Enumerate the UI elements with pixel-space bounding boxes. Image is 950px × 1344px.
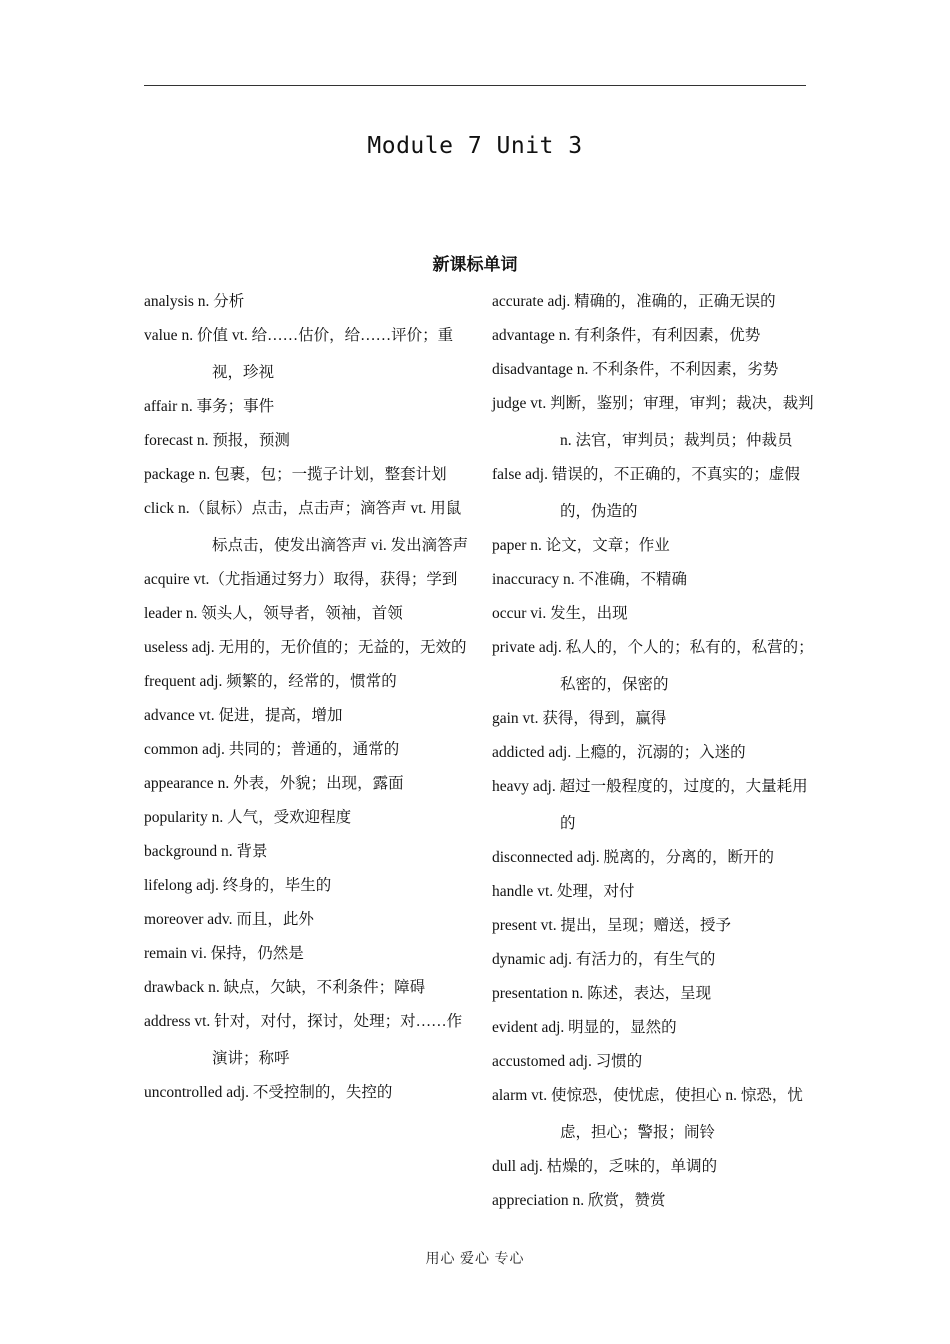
vocab-entry: disconnected adj. 脱离的，分离的，断开的 [492, 849, 774, 866]
vocab-entry: address vt. 针对，对付，探讨，处理；对……作演讲；称呼 [144, 1013, 463, 1067]
vocab-entry: useless adj. 无用的，无价值的；无益的，无效的 [144, 639, 467, 656]
vocab-entry: remain vi. 保持，仍然是 [144, 945, 304, 962]
vocab-entry: background n. 背景 [144, 843, 268, 860]
vocab-entry: advantage n. 有利条件，有利因素，优势 [492, 327, 761, 344]
vocab-entry: appreciation n. 欣赏，赞赏 [492, 1192, 666, 1209]
vocab-column-left [144, 283, 474, 1108]
vocab-list-right [492, 283, 814, 1219]
vocab-entry: dull adj. 枯燥的，乏味的，单调的 [492, 1158, 718, 1175]
vocab-entry: common adj. 共同的；普通的，通常的 [144, 741, 400, 758]
vocab-entry: present vt. 提出，呈现；赠送，授予 [492, 917, 731, 934]
vocab-entry: click n.（鼠标）点击，点击声；滴答声 vt. 用鼠标点击，使发出滴答声 vi. 发出滴答声 [144, 500, 469, 554]
vocab-entry: false adj. 错误的，不正确的，不真实的；虚假的，伪造的 [492, 466, 800, 520]
vocab-entry: addicted adj. 上瘾的，沉溺的；入迷的 [492, 744, 746, 761]
vocab-entry: accustomed adj. 习惯的 [492, 1053, 643, 1070]
vocab-entry: package n. 包裹，包；一揽子计划，整套计划 [144, 466, 447, 483]
vocab-entry: analysis n. 分析 [144, 293, 245, 310]
vocab-list-left [144, 283, 474, 1111]
vocab-entry: occur vi. 发生，出现 [492, 605, 628, 622]
vocab-entry: lifelong adj. 终身的，毕生的 [144, 877, 332, 894]
vocab-entry: alarm vt. 使惊恐，使忧虑，使担心 n. 惊恐，忧虑，担心；警报；闹铃 [492, 1087, 803, 1141]
vocab-entry: inaccuracy n. 不准确，不精确 [492, 571, 687, 588]
vocab-entry: disadvantage n. 不利条件，不利因素，劣势 [492, 361, 779, 378]
page-title: Module 7 Unit 3 [367, 133, 583, 159]
vocab-entry: evident adj. 明显的，显然的 [492, 1019, 677, 1036]
header-rule [144, 85, 806, 86]
vocab-entry: leader n. 领头人，领导者，领袖，首领 [144, 605, 403, 622]
vocab-entry: moreover adv. 而且，此外 [144, 911, 314, 928]
vocab-entry: dynamic adj. 有活力的，有生气的 [492, 951, 716, 968]
vocab-entry: advance vt. 促进，提高，增加 [144, 707, 343, 724]
vocab-column-right [492, 283, 814, 1216]
vocab-entry: drawback n. 缺点，欠缺，不利条件；障碍 [144, 979, 426, 996]
vocab-entry: presentation n. 陈述，表达，呈现 [492, 985, 712, 1002]
vocab-entry: judge vt. 判断，鉴别；审理，审判；裁决，裁判 n. 法官，审判员；裁判员；仲裁员 [492, 395, 814, 449]
vocab-entry: paper n. 论文，文章；作业 [492, 537, 670, 554]
vocab-entry: frequent adj. 频繁的，经常的，惯常的 [144, 673, 397, 690]
vocab-entry: popularity n. 人气，受欢迎程度 [144, 809, 352, 826]
vocab-entry: acquire vt.（尤指通过努力）取得，获得；学到 [144, 571, 458, 588]
vocab-entry: value n. 价值 vt. 给……估价，给……评价；重视，珍视 [144, 327, 454, 381]
vocab-entry: affair n. 事务；事件 [144, 398, 275, 415]
vocab-entry: heavy adj. 超过一般程度的，过度的，大量耗用的 [492, 778, 808, 832]
vocab-entry: forecast n. 预报，预测 [144, 432, 290, 449]
vocab-entry: gain vt. 获得，得到，赢得 [492, 710, 667, 727]
vocab-entry: appearance n. 外表，外貌；出现，露面 [144, 775, 404, 792]
page-footer: 用心 爱心 专心 [425, 1252, 525, 1267]
vocab-entry: private adj. 私人的，个人的；私有的，私营的；私密的，保密的 [492, 639, 814, 693]
vocab-entry: handle vt. 处理，对付 [492, 883, 635, 900]
vocab-entry: uncontrolled adj. 不受控制的，失控的 [144, 1084, 393, 1101]
section-heading: 新课标单词 [432, 255, 518, 274]
vocab-entry: accurate adj. 精确的，准确的，正确无误的 [492, 293, 776, 310]
